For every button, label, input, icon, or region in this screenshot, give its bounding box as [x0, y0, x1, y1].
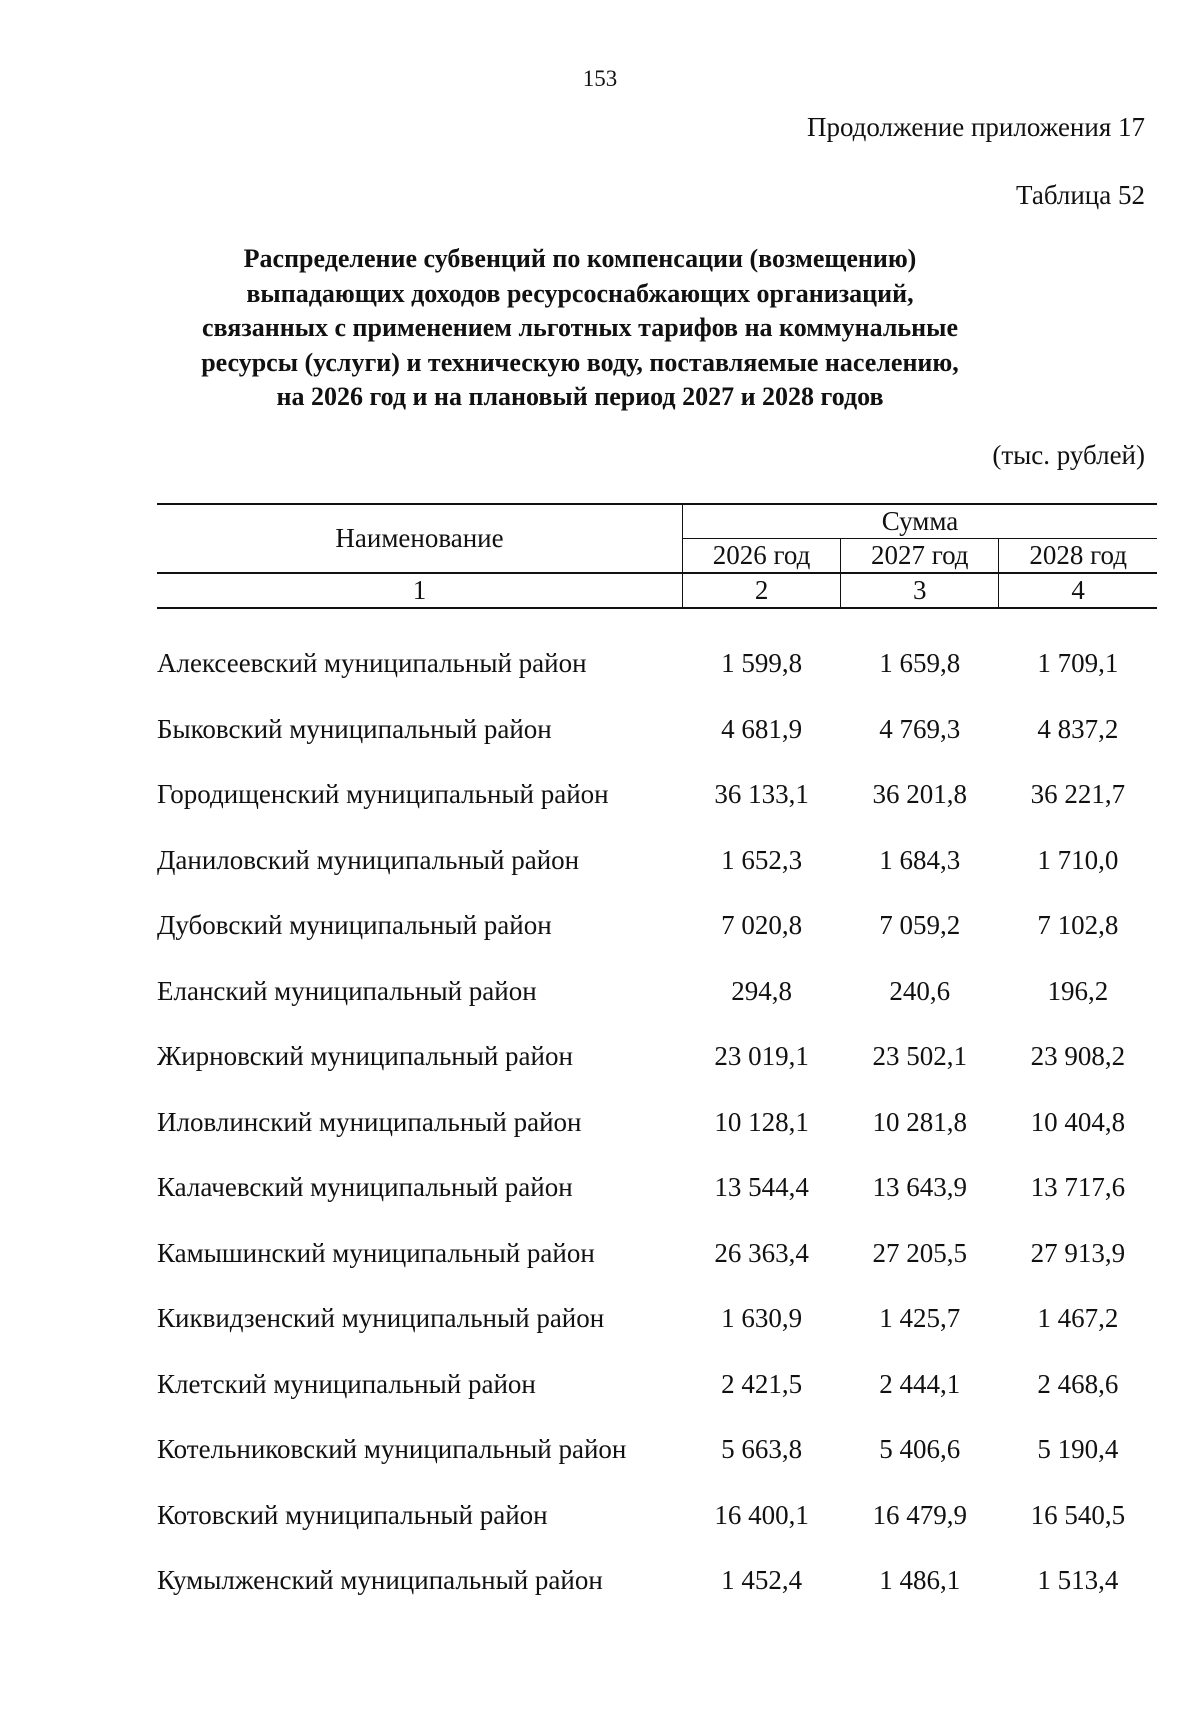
district-name: Киквидзенский муниципальный район — [157, 1303, 605, 1334]
column-number: 3 — [841, 573, 999, 608]
table-row — [157, 1221, 1157, 1287]
title-line: выпадающих доходов ресурсоснабжающих организаций, — [246, 278, 914, 308]
table-row — [157, 1155, 1157, 1221]
units-label: (тыс. рублей) — [992, 440, 1145, 470]
value-2027: 4 769,3 — [879, 713, 961, 744]
district-name: Камышинский муниципальный район — [157, 1237, 595, 1268]
value-2026: 1 599,8 — [721, 648, 803, 679]
value-2026: 4 681,9 — [721, 713, 803, 744]
value-2027: 23 502,1 — [872, 1041, 967, 1072]
value-2027: 7 059,2 — [879, 910, 961, 941]
value-2026: 5 663,8 — [721, 1434, 803, 1465]
district-name: Иловлинский муниципальный район — [157, 1106, 582, 1137]
value-2027: 5 406,6 — [879, 1434, 961, 1465]
value-2028: 5 190,4 — [1037, 1434, 1119, 1465]
value-2027: 1 659,8 — [879, 648, 961, 679]
district-name: Дубовский муниципальный район — [157, 910, 552, 941]
district-name: Быковский муниципальный район — [157, 713, 552, 744]
value-2027: 27 205,5 — [872, 1237, 967, 1268]
district-name: Городищенский муниципальный район — [157, 779, 609, 810]
district-name: Еланский муниципальный район — [157, 975, 537, 1006]
appendix-note: Продолжение приложения 17 — [806, 112, 1145, 142]
value-2026: 10 128,1 — [714, 1106, 809, 1137]
value-2028: 4 837,2 — [1037, 713, 1119, 744]
table-spacer — [157, 608, 1157, 631]
value-2028: 36 221,7 — [1030, 779, 1126, 810]
value-2027: 10 281,8 — [872, 1106, 967, 1137]
value-2026: 2 421,5 — [721, 1368, 803, 1399]
value-2026: 16 400,1 — [714, 1499, 809, 1530]
title-line: ресурсы (услуги) и техническую воду, поставляемые населению, — [201, 347, 959, 377]
value-2027: 2 444,1 — [879, 1368, 961, 1399]
value-2027: 1 486,1 — [879, 1565, 961, 1596]
spacer-cell — [157, 608, 1157, 631]
table-row — [157, 1286, 1157, 1352]
header-name: Наименование — [157, 504, 683, 573]
header-year-2028: 2028 год — [999, 539, 1157, 574]
table-row — [157, 697, 1157, 763]
value-2026: 23 019,1 — [714, 1041, 809, 1072]
value-2026: 36 133,1 — [714, 779, 809, 810]
value-2028: 1 709,1 — [1037, 648, 1119, 679]
table-row — [157, 959, 1157, 1025]
table-row — [157, 1483, 1157, 1549]
table-number: Таблица 52 — [1016, 180, 1145, 210]
district-name: Жирновский муниципальный район — [157, 1041, 573, 1072]
title-line: Распределение субвенций по компенсации (возмещению) — [243, 244, 917, 273]
value-2028: 23 908,2 — [1030, 1041, 1126, 1072]
table-row — [157, 1548, 1157, 1614]
table-row — [157, 631, 1157, 697]
column-number: 1 — [157, 573, 683, 608]
value-2028: 1 467,2 — [1037, 1303, 1119, 1334]
value-2028: 27 913,9 — [1030, 1237, 1126, 1268]
value-2028: 1 513,4 — [1037, 1565, 1119, 1596]
district-name: Клетский муниципальный район — [157, 1368, 536, 1399]
header-year-2027: 2027 год — [841, 539, 999, 574]
value-2028: 196,2 — [1047, 975, 1109, 1006]
table-row — [157, 1417, 1157, 1483]
value-2026: 13 544,4 — [714, 1172, 809, 1203]
value-2026: 294,8 — [731, 975, 792, 1006]
table-row — [157, 1090, 1157, 1156]
column-number: 2 — [683, 573, 841, 608]
value-2028: 13 717,6 — [1030, 1172, 1126, 1203]
table-row — [157, 828, 1157, 894]
value-2028: 2 468,6 — [1037, 1368, 1119, 1399]
district-name: Даниловский муниципальный район — [157, 844, 580, 875]
title-line: на 2026 год и на плановый период 2027 и 2028 годов — [276, 382, 884, 411]
table-row — [157, 1352, 1157, 1418]
table-body — [157, 608, 1157, 1614]
district-name: Котовский муниципальный район — [157, 1499, 548, 1530]
table-row — [157, 762, 1157, 828]
table-row — [157, 1024, 1157, 1090]
district-name: Котельниковский муниципальный район — [157, 1434, 627, 1465]
value-2026: 7 020,8 — [721, 910, 803, 941]
table-header — [157, 504, 1157, 608]
title-line: связанных с применением льготных тарифов на коммунальные — [202, 313, 958, 342]
value-2026: 1 452,4 — [721, 1565, 803, 1596]
header-row — [157, 504, 1157, 539]
district-name: Калачевский муниципальный район — [157, 1172, 573, 1203]
value-2028: 1 710,0 — [1037, 844, 1119, 875]
value-2028: 7 102,8 — [1037, 910, 1119, 941]
header-year-2026: 2026 год — [683, 539, 841, 574]
value-2027: 16 479,9 — [872, 1499, 967, 1530]
page-number: 153 — [582, 66, 618, 91]
district-name: Кумылженский муниципальный район — [157, 1565, 603, 1596]
value-2027: 36 201,8 — [872, 779, 967, 810]
header-column-numbers-row — [157, 573, 1157, 608]
value-2026: 1 652,3 — [721, 844, 803, 875]
value-2026: 1 630,9 — [721, 1303, 803, 1334]
value-2027: 1 425,7 — [879, 1303, 961, 1334]
value-2027: 240,6 — [889, 975, 951, 1006]
value-2028: 10 404,8 — [1030, 1106, 1126, 1137]
header-sum: Сумма — [683, 504, 1157, 539]
value-2026: 26 363,4 — [714, 1237, 809, 1268]
subsidy-table — [157, 503, 1157, 1614]
table-row — [157, 893, 1157, 959]
document-title — [150, 242, 1010, 415]
value-2027: 1 684,3 — [879, 844, 961, 875]
value-2028: 16 540,5 — [1030, 1499, 1126, 1530]
district-name: Алексеевский муниципальный район — [157, 648, 587, 679]
column-number: 4 — [999, 573, 1157, 608]
value-2027: 13 643,9 — [872, 1172, 967, 1203]
